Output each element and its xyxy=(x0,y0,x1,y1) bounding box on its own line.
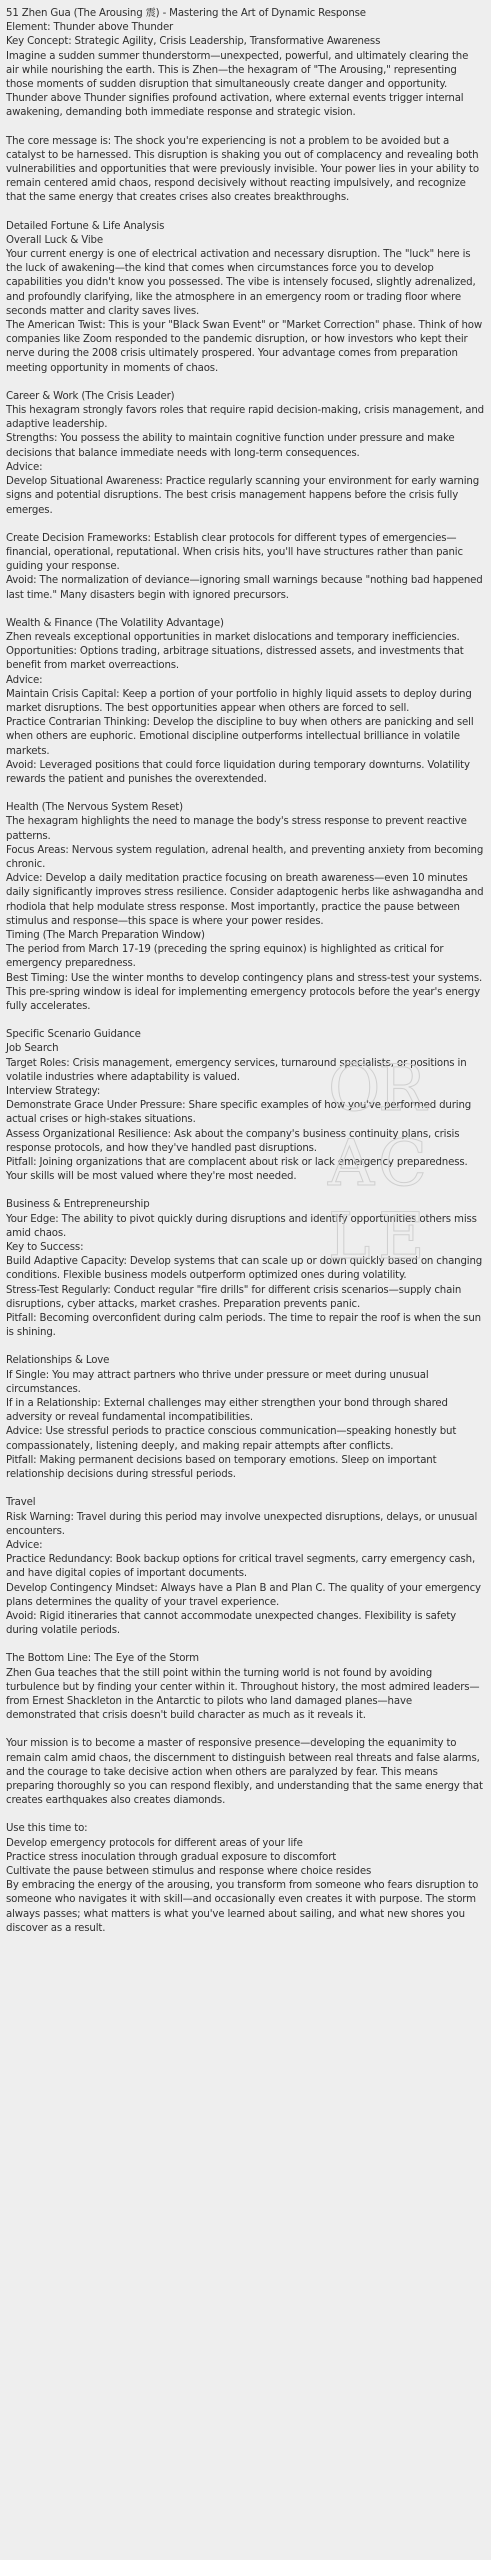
watermark-letter-r: R xyxy=(378,1052,427,1126)
text-line: Best Timing: Use the winter months to develop contingency plans and stress-test your systems. This pre-spring window is ideal for implementing emergency protocols before the year's energy fully accelerates. xyxy=(6,972,483,1012)
text-line: Risk Warning: Travel during this period may involve unexpected disruptions, delays, or unusual encounters. xyxy=(6,1511,478,1537)
text-line: Wealth & Finance (The Volatility Advantage) xyxy=(6,617,224,629)
text-line: Avoid: The normalization of deviance—ignoring small warnings because "nothing bad happened last time." Many disasters begin with ignored precursors. xyxy=(6,575,483,601)
text-line: Avoid: Leveraged positions that could force liquidation during temporary downturns. Volatility rewards the patient and punishes the overextended. xyxy=(6,759,470,785)
text-line: The period from March 17-19 (preceding the spring equinox) is highlighted as critical for emergency preparedness. xyxy=(6,944,444,970)
text-line: The Bottom Line: The Eye of the Storm xyxy=(6,1653,199,1665)
document-title: 51 Zhen Gua (The Arousing 震) - Mastering the Art of Dynamic Response xyxy=(6,8,366,19)
text-line: Maintain Crisis Capital: Keep a portion of your portfolio in highly liquid assets to deploy during market disruptions. The best opportunities appear when others are forced to sell. xyxy=(6,688,472,714)
text-line: The hexagram highlights the need to manage the body's stress response to prevent reactive patterns. xyxy=(6,816,467,842)
text-line: Pitfall: Becoming overconfident during calm periods. The time to repair the roof is when the sun is shining. xyxy=(6,1313,481,1339)
text-line: Business & Entrepreneurship xyxy=(6,1199,150,1211)
text-line: Zhen reveals exceptional opportunities in market dislocations and temporary inefficiencies. xyxy=(6,631,460,643)
text-line: Your Edge: The ability to pivot quickly during disruptions and identify opportunities others miss amid chaos. xyxy=(6,1213,477,1239)
paragraph-gap xyxy=(6,1184,484,1198)
paragraph-gap xyxy=(6,376,484,390)
text-line: Imagine a sudden summer thunderstorm—unexpected, powerful, and ultimately clearing the air while nourishing the earth. This is Zhen—the hexagram of "The Arousing," representing those moments of sudden disruption that simultaneously create danger and opportunity. Thunder above Thunder signifies profound activation, where external events trigger internal awakening, demanding both immediate response and strategic vision. xyxy=(6,50,469,119)
paragraph-gap xyxy=(6,1723,484,1737)
text-line: Stress-Test Regularly: Conduct regular "fire drills" for different crisis scenarios—supply chain disruptions, cyber attacks, market crashes. Preparation prevents panic. xyxy=(6,1284,462,1310)
text-line: Relationships & Love xyxy=(6,1355,110,1367)
paragraph-gap xyxy=(6,787,484,801)
text-line: Detailed Fortune & Life Analysis xyxy=(6,220,165,232)
text-line: Element: Thunder above Thunder xyxy=(6,22,174,34)
text-line: The core message is: The shock you're experiencing is not a problem to be avoided but a catalyst to be harnessed. This disruption is shaking you out of complacency and revealing both vulnerabilities and opportunities that were previously invisible. Your power lies in your ability to remain centered amid chaos, respond decisively without reacting impulsively, and recognize that the same energy that creates crises also creates breakthroughs. xyxy=(6,135,479,204)
text-line: If Single: You may attract partners who thrive under pressure or meet during unusual circumstances. xyxy=(6,1369,429,1395)
text-line: If in a Relationship: External challenges may either strengthen your bond through shared adversity or reveal fundamental incompatibilities. xyxy=(6,1398,448,1424)
text-line: Strengths: You possess the ability to maintain cognitive function under pressure and make decisions that balance immediate needs with long-term consequences. xyxy=(6,433,455,459)
text-line: Job Search xyxy=(6,1043,59,1055)
text-line: Zhen Gua teaches that the still point within the turning world is not found by avoiding turbulence but by finding your center within it. Throughout history, the most admired leaders—from Ernest Shackleton in the Antarctic to pilots who land damaged planes—have demonstrated that crisis doesn't build character as much as it reveals it. xyxy=(6,1667,480,1722)
text-line: Develop emergency protocols for different areas of your life xyxy=(6,1837,303,1849)
paragraph-gap xyxy=(6,206,484,220)
paragraph-gap xyxy=(6,518,484,532)
text-line: Key to Success: xyxy=(6,1242,84,1254)
paragraph-gap xyxy=(6,1808,484,1822)
text-line: Health (The Nervous System Reset) xyxy=(6,802,183,814)
text-line: By embracing the energy of the arousing, you transform from someone who fears disruption to someone who navigates it with skill—and occasionally even creates it with purpose. The storm always passes; what matters is what you've learned about sailing, and what new shores you discover as a result. xyxy=(6,1880,479,1934)
text-line: Practice stress inoculation through gradual exposure to discomfort xyxy=(6,1851,337,1863)
text-line: Develop Situational Awareness: Practice regularly scanning your environment for early warning signs and potential disruptions. The best crisis management happens before the crisis fully emerges. xyxy=(6,476,480,516)
text-line: Advice: Use stressful periods to practice conscious communication—speaking honestly but compassionately, listening deeply, and making repair attempts after conflicts. xyxy=(6,1426,457,1452)
watermark-letter-a: A xyxy=(328,1127,375,1201)
text-line: Pitfall: Joining organizations that are complacent about risk or lack emergency preparedness. Your skills will be most valued where they're most needed. xyxy=(6,1157,468,1183)
text-line: Develop Contingency Mindset: Always have a Plan B and Plan C. The quality of your emergency plans determines the quality of your travel experience. xyxy=(6,1582,481,1608)
text-line: Use this time to: xyxy=(6,1823,88,1835)
text-line: This hexagram strongly favors roles that require rapid decision-making, crisis management, and adaptive leadership. xyxy=(6,405,484,431)
text-line: Specific Scenario Guidance xyxy=(6,1029,141,1041)
text-line: Career & Work (The Crisis Leader) xyxy=(6,390,175,402)
text-line: Timing (The March Preparation Window) xyxy=(6,929,205,941)
text-line: The American Twist: This is your "Black Swan Event" or "Market Correction" phase. Think of how companies like Zoom responded to the pandemic disruption, or how investors who kept their nerve during the 2008 crisis ultimately prospered. Your advantage comes from preparation meeting opportunity in moments of chaos. xyxy=(6,320,483,374)
text-line: Practice Contrarian Thinking: Develop the discipline to buy when others are panicking and sell when others are euphoric. Emotional discipline outperforms intellectual brilliance in volatile markets. xyxy=(6,717,474,757)
document-body xyxy=(6,7,484,1936)
paragraph-gap xyxy=(6,603,484,617)
text-line: Assess Organizational Resilience: Ask about the company's business continuity plans, crisis response protocols, and how they've handled past disruptions. xyxy=(6,1128,460,1154)
text-line: Advice: Develop a daily meditation practice focusing on breath awareness—even 10 minutes daily significantly improves stress resilience. Consider adaptogenic herbs like ashwagandha and rhodiola that help modulate stress response. Most importantly, practice the pause between stimulus and response—this space is where your power resides. xyxy=(6,873,484,927)
text-line: Practice Redundancy: Book backup options for critical travel segments, carry emergency cash, and have digital copies of important documents. xyxy=(6,1554,476,1580)
text-line: Opportunities: Options trading, arbitrage situations, distressed assets, and investments that benefit from market overreactions. xyxy=(6,646,464,672)
text-line: Avoid: Rigid itineraries that cannot accommodate unexpected changes. Flexibility is safety during volatile periods. xyxy=(6,1610,457,1637)
text-line: Target Roles: Crisis management, emergency services, turnaround specialists, or positions in volatile industries where adaptability is valued. xyxy=(6,1057,467,1083)
text-line: Create Decision Frameworks: Establish clear protocols for different types of emergencies—financial, operational, reputational. When crisis hits, you'll have structures rather than panic guiding your response. xyxy=(6,532,463,573)
text-line: Interview Strategy: xyxy=(6,1086,101,1098)
watermark-letter-c: C xyxy=(378,1127,427,1201)
watermark-letter-o: O xyxy=(328,1052,381,1126)
text-line: Overall Luck & Vibe xyxy=(6,234,103,246)
text-line: Advice: xyxy=(6,461,43,473)
text-line: Advice: xyxy=(6,674,43,686)
paragraph-gap xyxy=(6,1340,484,1354)
paragraph-gap xyxy=(6,1482,484,1496)
text-line: Your mission is to become a master of responsive presence—developing the equanimity to remain calm amid chaos, the discernment to distinguish between real threats and false alarms, and the courage to take decisive action when others are paralyzed by fear. This means preparing thoroughly so you can respond flexibly, and understanding that the same energy that creates earthquakes also creates diamonds. xyxy=(6,1738,483,1807)
watermark-letter-e: E xyxy=(378,1200,425,1270)
paragraph-gap xyxy=(6,121,484,135)
text-line: Build Adaptive Capacity: Develop systems that can scale up or down quickly based on changing conditions. Flexible business models outperform optimized ones during volatility. xyxy=(6,1256,483,1282)
text-line: Pitfall: Making permanent decisions based on temporary emotions. Sleep on important relationship decisions during stressful periods. xyxy=(6,1454,437,1481)
text-line: Key Concept: Strategic Agility, Crisis Leadership, Transformative Awareness xyxy=(6,36,381,48)
text-line: Your current energy is one of electrical activation and necessary disruption. The "luck" here is the luck of awakening—the kind that comes when circumstances force you to develop capabilities you didn't know you possessed. The vibe is intensely focused, slightly adrenalized, and profoundly clarifying, like the atmosphere in an emergency room or trading floor where seconds matter and clarity saves lives. xyxy=(6,249,476,317)
text-line: Cultivate the pause between stimulus and response where choice resides xyxy=(6,1865,372,1877)
text-line: Demonstrate Grace Under Pressure: Share specific examples of how you've performed during actual crises or high-stakes situations. xyxy=(6,1100,472,1126)
paragraph-gap xyxy=(6,1638,484,1652)
paragraph-gap xyxy=(6,1014,484,1028)
text-line: Advice: xyxy=(6,1539,43,1551)
text-line: Travel xyxy=(6,1497,36,1509)
text-line: Focus Areas: Nervous system regulation, adrenal health, and preventing anxiety from becoming chronic. xyxy=(6,844,484,870)
watermark-letter-l: L xyxy=(328,1200,371,1270)
